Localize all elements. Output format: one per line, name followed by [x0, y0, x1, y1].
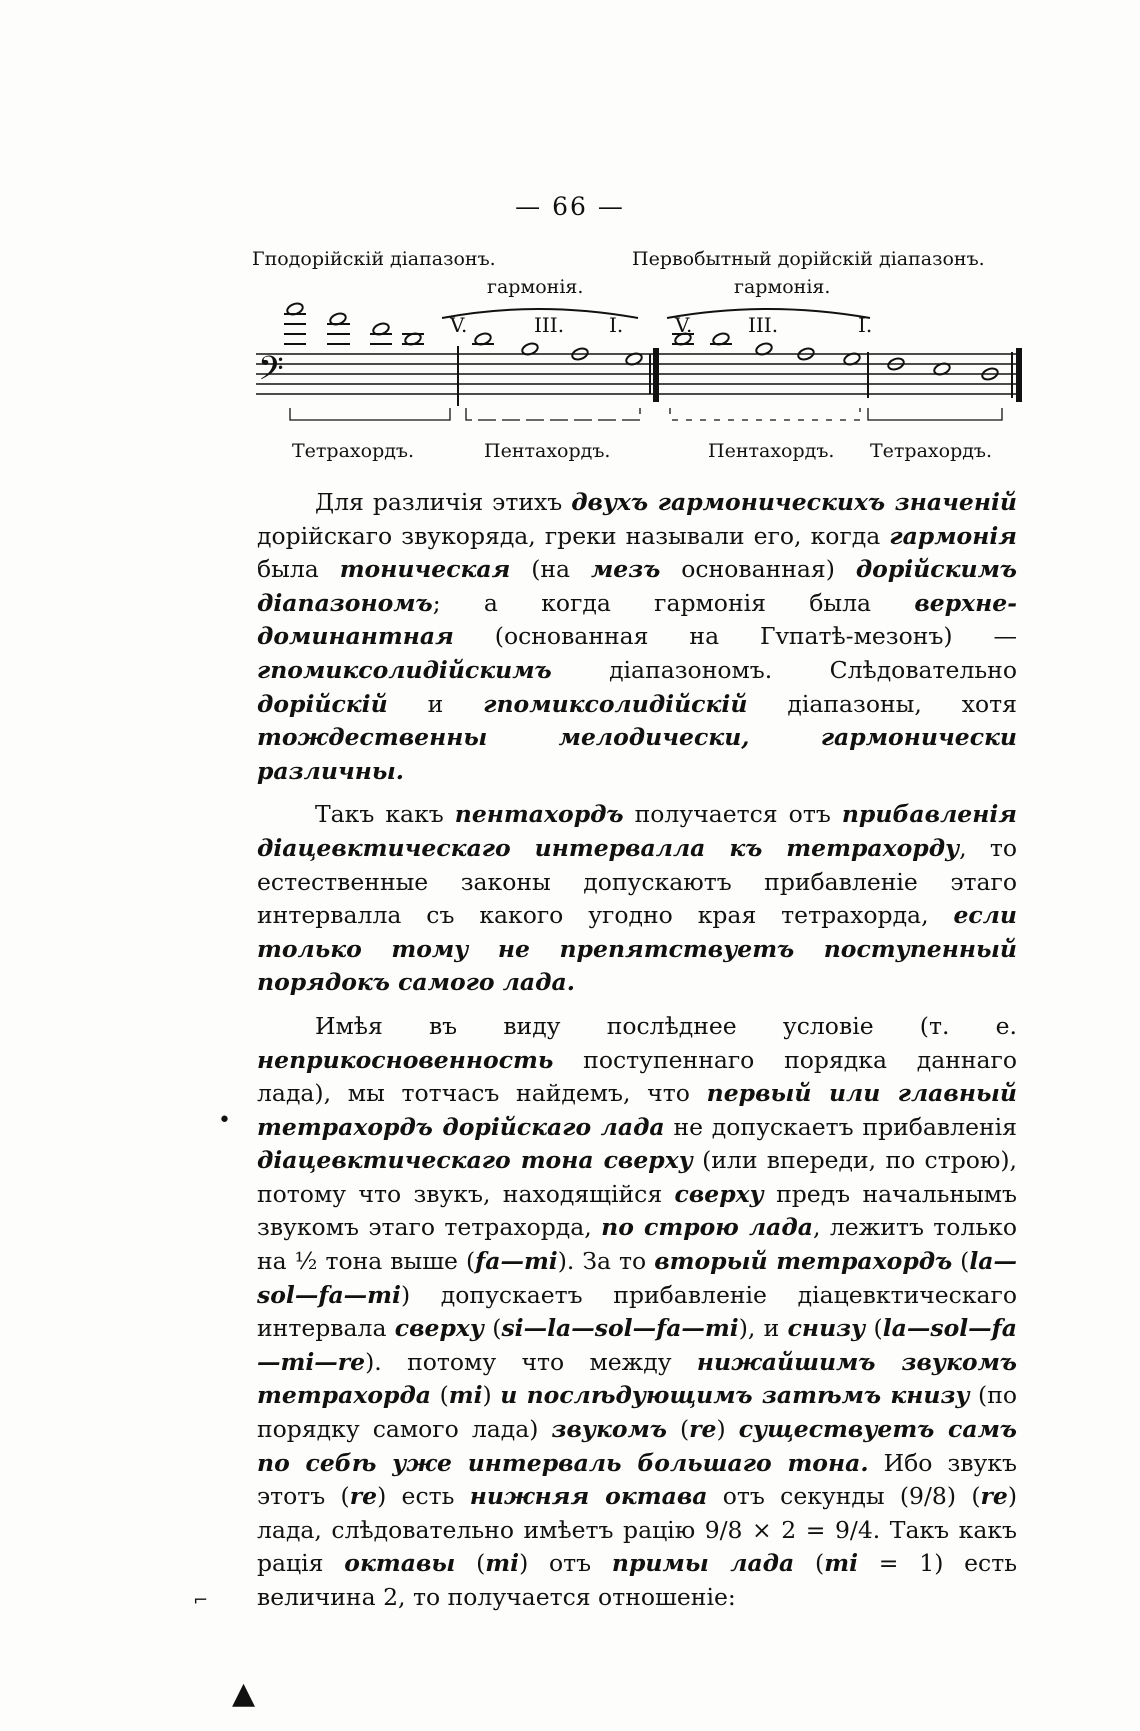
text-run: была — [257, 555, 340, 584]
emphasized-text: двухъ гармоническихъ значеній — [571, 488, 1018, 516]
note-5 — [472, 332, 494, 347]
left-degree-iii: III. — [534, 313, 565, 337]
paragraph-3 — [257, 1010, 1017, 1615]
emphasized-text: первый или главный тетрахордъ дорійскаго лада — [257, 1079, 1017, 1141]
right-diapason-title: Первобытный дорійскій діапазонъ. — [632, 248, 985, 270]
emphasized-text: тоническая — [339, 555, 511, 584]
emphasized-text: примы лада — [611, 1549, 795, 1578]
range-brackets — [290, 408, 1002, 420]
emphasized-text: существуетъ самъ по себѣ уже интерваль большаго тона. — [257, 1415, 1017, 1477]
label-tetrachord-right: Тетрахордъ. — [870, 440, 993, 462]
text-run: ) лада, слѣдовательно имѣетъ рацію 9/8 × 2 = 9/4. Такъ какъ рація — [257, 1482, 1018, 1578]
text-run: ). потому что между — [365, 1347, 697, 1376]
label-pentachord-left: Пентахордъ. — [484, 440, 611, 462]
text-run: и — [387, 689, 484, 718]
text-run: ). За то — [557, 1247, 655, 1276]
margin-dot: • — [218, 1108, 231, 1133]
paragraph-2 — [257, 798, 1017, 1000]
emphasized-text: нижайшимъ звукомъ тетрахорда — [257, 1347, 1017, 1410]
text-run: предъ начальнымъ звукомъ этаго тетрахорда, — [257, 1179, 1018, 1242]
emphasized-text: mi — [485, 1549, 520, 1578]
stray-mark-1: ⌐ — [193, 1590, 209, 1611]
text-run: ( — [952, 1247, 970, 1276]
emphasized-text: la—sol—fa—mi — [257, 1247, 1018, 1309]
text-run: ( — [483, 1314, 502, 1343]
emphasized-text: дорійскимъ діапазономъ — [257, 555, 1017, 617]
emphasized-text: si—la—sol—fa—mi — [501, 1314, 739, 1343]
emphasized-text: mi — [448, 1381, 483, 1410]
music-notation-figure — [252, 248, 1022, 464]
text-run: Имѣя въ виду послѣднее условіе (т. е. — [315, 1011, 1017, 1040]
stray-triangle-mark: ▲ — [232, 1676, 256, 1711]
right-degree-v: V. — [675, 313, 693, 337]
right-degree-iii: III. — [748, 313, 779, 337]
emphasized-text: октавы — [344, 1549, 456, 1578]
emphasized-text: діацевктическаго тона сверху — [257, 1146, 693, 1175]
text-run: , то естественные законы допускаютъ прибавленіе этаго интервалла съ какого угодно края тетрахорда, — [257, 833, 1017, 930]
right-harmony-label: гармонія. — [734, 276, 831, 298]
emphasized-text: пентахордъ — [454, 800, 624, 829]
label-pentachord-right: Пентахордъ. — [708, 440, 835, 462]
note-4 — [402, 332, 424, 347]
emphasized-text: неприкосновенность — [257, 1045, 554, 1074]
body-text — [257, 486, 1017, 1625]
text-run: получается отъ — [623, 800, 842, 829]
emphasized-text: звукомъ — [551, 1415, 667, 1444]
emphasized-text: дорійскій — [257, 689, 388, 718]
text-run: = 1) есть величина 2, то получается отношеніе: — [257, 1549, 1018, 1611]
text-run: поступеннаго порядка даннаго лада), мы тотчасъ найдемъ, что — [257, 1045, 1017, 1108]
page-number: — 66 — — [515, 192, 625, 221]
emphasized-text: прибавленія діацевктическаго интервалла къ тетрахорду — [257, 800, 1017, 862]
emphasized-text: mi — [824, 1549, 858, 1578]
text-run: ) есть — [377, 1482, 470, 1511]
text-run: ( — [431, 1381, 449, 1410]
emphasized-text: мезъ — [590, 555, 661, 584]
text-run: (основанная на Гvпатѣ-мезонъ) — — [453, 622, 1017, 651]
staff-svg — [258, 248, 1022, 464]
text-run: ( — [794, 1549, 825, 1578]
bass-clef-icon: 𝄢 — [258, 350, 284, 396]
text-run: основанная) — [660, 555, 856, 584]
emphasized-text: снизу — [787, 1314, 866, 1343]
right-harmony-bracket — [667, 309, 870, 318]
emphasized-text: fa—mi — [475, 1247, 558, 1276]
emphasized-text: гпомиксолидійскимъ — [257, 655, 552, 684]
emphasized-text: la—sol—fa—mi—re — [257, 1314, 1018, 1376]
left-degree-i: I. — [609, 313, 624, 337]
bar-lines — [458, 346, 1019, 406]
text-run: діапазоны, хотя — [747, 689, 1018, 718]
note-10 — [710, 332, 732, 347]
left-harmony-bracket — [442, 309, 638, 318]
text-run: ) — [716, 1415, 739, 1444]
note-9 — [672, 332, 694, 347]
emphasized-text: гпомиксолидійскій — [483, 689, 748, 718]
text-run: ), и — [738, 1314, 788, 1343]
text-run: Для различія этихъ — [315, 488, 572, 516]
text-run: ( — [666, 1415, 690, 1444]
emphasized-text: re — [980, 1482, 1008, 1511]
text-run: дорійскаго звукоряда, греки называли его, когда — [257, 521, 890, 550]
emphasized-text: re — [349, 1482, 378, 1511]
text-run: (по порядку самого лада) — [257, 1381, 1018, 1444]
emphasized-text: нижняя октава — [469, 1482, 708, 1511]
emphasized-text: re — [689, 1415, 717, 1444]
text-run: ( — [455, 1549, 486, 1578]
note-2 — [327, 312, 350, 344]
text-run: Такъ какъ — [315, 800, 455, 829]
text-run: (на — [510, 555, 591, 584]
emphasized-text: верхне-доминантная — [257, 588, 1017, 651]
text-run: Ибо звукъ этотъ ( — [257, 1448, 1017, 1511]
emphasized-text: тождественны мелодически, гармонически различны. — [257, 723, 1017, 785]
notes — [284, 302, 999, 382]
emphasized-text: гармонія — [889, 521, 1017, 550]
text-run: (или впереди, по строю), потому что звукъ, находящійся — [257, 1146, 1017, 1208]
emphasized-text: сверху — [674, 1179, 764, 1208]
left-harmony-label: гармонія. — [487, 276, 584, 298]
text-run: ; а когда гармонія была — [432, 588, 915, 617]
text-run: , лежитъ только на ½ тона выше ( — [257, 1213, 1018, 1276]
paragraph-1 — [257, 486, 1017, 788]
text-run: ) допускаетъ прибавленіе діацевктическаго интервала — [257, 1280, 1017, 1343]
label-tetrachord-left: Тетрахордъ. — [292, 440, 415, 462]
left-degree-v: V. — [450, 313, 468, 337]
text-run: ) отъ — [519, 1549, 612, 1578]
emphasized-text: и послѣдующимъ затѣмъ книзу — [500, 1381, 970, 1410]
emphasized-text: по строю лада — [601, 1213, 813, 1242]
emphasized-text: если только тому не препятствуетъ поступенный порядокъ самого лада. — [257, 901, 1017, 997]
text-run: ( — [865, 1314, 883, 1343]
text-run: не допускаетъ прибавленія — [664, 1112, 1017, 1141]
left-diapason-title: Гподорійскій діапазонъ. — [252, 248, 496, 270]
text-run: отъ секунды (9/8) ( — [707, 1482, 981, 1511]
emphasized-text: сверху — [394, 1314, 484, 1343]
note-1 — [284, 302, 306, 344]
note-3 — [370, 322, 392, 344]
emphasized-text: вторый тетрахордъ — [654, 1247, 953, 1276]
text-run: ) — [482, 1381, 501, 1410]
text-run: діапазономъ. Слѣдовательно — [551, 655, 1017, 684]
staff-lines — [256, 354, 1022, 394]
right-degree-i: I. — [858, 313, 873, 337]
